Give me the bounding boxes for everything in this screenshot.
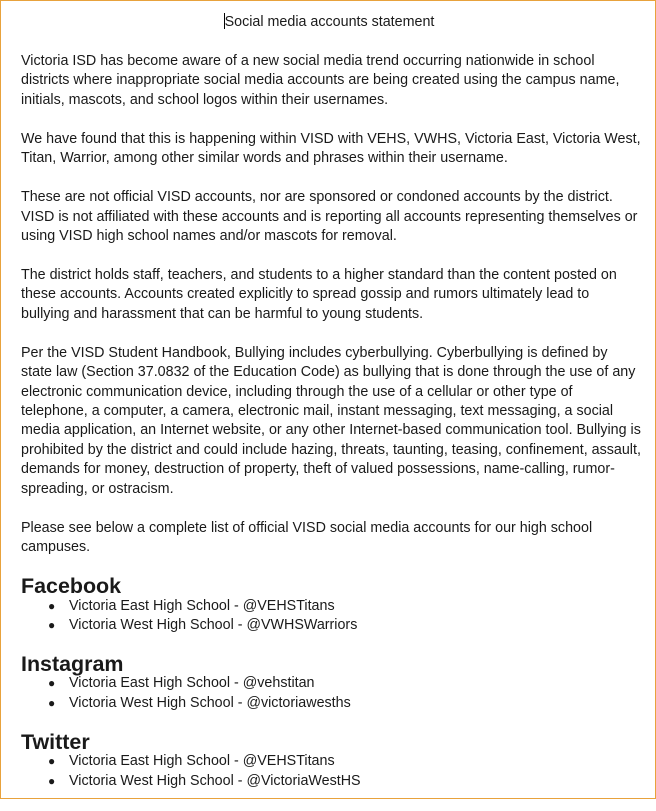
list-item — [21, 674, 641, 693]
list-item-text: Victoria West High School - @VictoriaWestHS — [69, 772, 361, 789]
list-item — [21, 694, 641, 713]
paragraph-found-within-visd: We have found that this is happening within VISD with VEHS, VWHS, Victoria East, Victoria West, Titan, Warrior, among other similar words and phrases within their username. — [21, 130, 641, 167]
bullet-icon: ● — [48, 773, 56, 788]
list-item-text: Victoria West High School - @victoriawesths — [69, 694, 351, 711]
document-body — [21, 52, 641, 811]
document-title-line — [1, 13, 656, 32]
list-item — [21, 616, 641, 635]
section-heading-facebook: Facebook — [21, 574, 122, 599]
section-heading-twitter: Twitter — [21, 729, 90, 754]
twitter-account-list — [21, 752, 641, 791]
bullet-icon: ● — [48, 754, 56, 769]
list-item — [21, 597, 641, 616]
paragraph-awareness: Victoria ISD has become aware of a new social media trend occurring nationwide in school districts where inappropriate social media accounts are being created using the campus name, initials, mascots, and school logos within their usernames. — [21, 53, 620, 108]
list-item — [21, 772, 641, 791]
facebook-account-list — [21, 597, 641, 636]
list-item — [21, 752, 641, 771]
list-item-text: Victoria East High School - @VEHSTitans — [69, 597, 335, 614]
document-title: Social media accounts statement — [224, 14, 435, 30]
list-item-text: Victoria West High School - @VWHSWarriors — [69, 616, 358, 633]
bullet-icon: ● — [48, 695, 56, 710]
instagram-account-list — [21, 674, 641, 713]
bullet-icon: ● — [48, 617, 56, 632]
bullet-icon: ● — [48, 598, 56, 613]
paragraph-official-list-intro: Please see below a complete list of official VISD social media accounts for our high school campuses. — [21, 519, 593, 556]
paragraph-cyberbullying: Per the VISD Student Handbook, Bullying includes cyberbullying. Cyberbullying is defined by state law (Section 37.0832 of the Education Code) as bullying that is done through the use of any electronic communication device, including through the use of a cellular or other type of telephone, a computer, a camera, electronic mail, instant messaging, text messaging, a social media application, an Internet website, or any other Internet-based communication tool. Bullying is prohibited by the district and could include hazing, threats, taunting, teasing, confinement, assault, demands for money, destruction of property, theft of valued possessions, name-calling, rumor-spreading, or ostracism. — [21, 344, 641, 497]
list-item-text: Victoria East High School - @VEHSTitans — [69, 753, 335, 770]
paragraph-not-official: These are not official VISD accounts, nor are sponsored or condoned accounts by the district. VISD is not affiliated with these accounts and is reporting all accounts representing themselves or using VISD high school names and/or mascots for removal. — [21, 189, 638, 245]
list-item-text: Victoria East High School - @vehstitan — [69, 675, 315, 692]
paragraph-higher-standard: The district holds staff, teachers, and students to a higher standard than the content posted on these accounts. Accounts created explicitly to spread gossip and rumors ultimately lead to bullying and harassment that can be harmful to young students. — [21, 267, 617, 322]
section-heading-instagram: Instagram — [21, 651, 124, 676]
bullet-icon: ● — [48, 676, 56, 691]
